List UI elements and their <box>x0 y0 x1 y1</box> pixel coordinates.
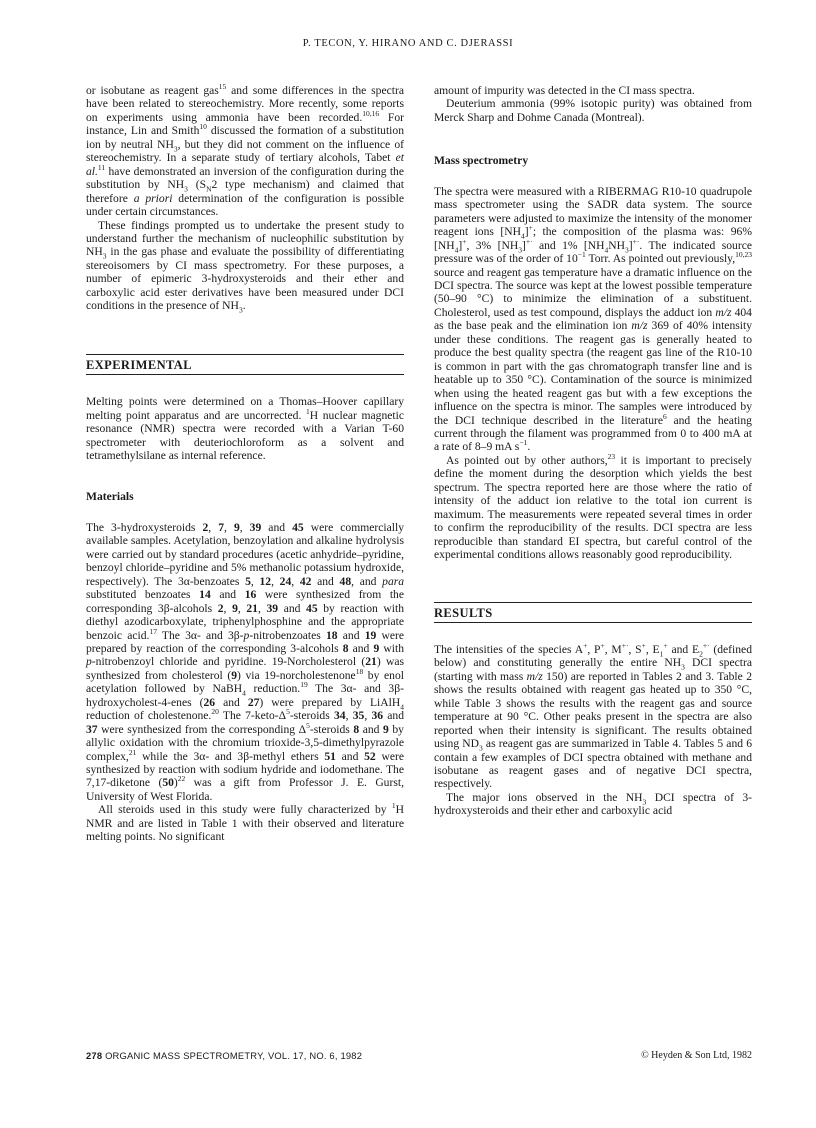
body-paragraph: The major ions observed in the $NH_3$ DCI spectra of 3-hydroxysteroids and their ether and carboxylic acid <box>434 790 752 818</box>
body-paragraph: Deuterium ammonia (99% isotopic purity) was obtained from Merck Sharp and Dohme Canada (Montreal). <box>434 97 752 124</box>
left-column <box>86 84 404 844</box>
page-footer-journal <box>86 1050 362 1061</box>
body-paragraph: amount of impurity was detected in the CI mass spectra. <box>434 84 695 97</box>
section-heading-results: RESULTS <box>434 602 752 623</box>
body-paragraph: or isobutane as reagent gas$^{15}$ and some differences in the spectra have been related to stereochemistry. More recently, some reports on experiments using ammonia have been recorded.$^{10,16}$ For instance, Lin and Smith$^{10}$ discussed the formation of a substitution ion by neutral $NH_3$, but they did not comment on the influence of stereochemistry. In a separate study of tertiary alcohols, Tabet et al.$^{11}$ have demonstrated an inversion of the configuration during the substitution by $NH_3$ ($S_N2$ type mechanism) and claimed that therefore a priori determination of the configuration is possible under certain circumstances. <box>86 82 404 219</box>
subsection-heading-materials: Materials <box>86 490 134 504</box>
right-column <box>434 84 752 818</box>
section-heading-experimental: EXPERIMENTAL <box>86 354 404 375</box>
body-paragraph: As pointed out by other authors,$^{23}$ it is important to precisely define the moment during the desorption which yields the best spectrum. The spectra reported here are those where the ratio of intensity of the adduct ion relative to the total ion current is maximum. The measurements were repeated several times in order to confirm the reproducibility of the results. DCI spectra are less reproducible than standard EI spectra, but careful control of the experimental conditions allows reasonably good reproducibility. <box>434 452 752 562</box>
body-paragraph: The intensities of the species A+, P+, M+·, S+, $E_1^+$ and $E_2^{+\cdot}$ (defined below) and constituting generally the entire $NH_3$ DCI spectra (starting with mass m/z 150) are reported in Tables 2 and 3. Table 2 shows the results obtained with reagent gas heated up to 350 °C, while Table 3 shows the results with the reagent gas and source temperature at 90 °C. Other peaks present in the spectra are also reported when their intensity is significant. The results obtained using $ND_3$ as reagent gas are summarized in Table 4. Tables 5 and 6 contain a few examples of DCI spectra obtained with methane and isobutane as reagent gases and of negative DCI spectra, respectively. <box>434 641 753 791</box>
running-head: P. TECON, Y. HIRANO AND C. DJERASSI <box>302 38 514 49</box>
body-paragraph: The spectra were measured with a RIBERMAG R10-10 quadrupole mass spectrometer using the SADR data system. The source parameters were adjusted to maximize the intensity of the monomer reagent ions $[NH_4]^+$; the composition of the plasma was: 96% $[NH_4]^+$, 3% $[NH_3]^{+\cdot}$ and 1% $[NH_4NH_3]^{+\cdot}$. The indicated source pressure was of the order of $10^{-1}$ Torr. As pointed out previously,$^{10,23}$ source and reagent gas temperature have a dramatic influence on the DCI spectra. The source was kept at the lowest possible temperature (50–90 °C) to minimize the elimination of a substituent. Cholesterol, used as test compound, displays the adduct ion m/z 404 as the base peak and the elimination ion m/z 369 of 40% intensity under these conditions. The reagent gas is generally heated to produce the best quality spectra (the reagent gas line of the R10-10 is common in part with the gas chromatograph transfer line and is heatable up to 350 °C). Contamination of the source is minimized when using the heated reagent gas but with a few exceptions the influence on the spectra is minor. The samples were introduced by the DCI technique described in the literature$^6$ and the heating current through the filament was programmed from 0 to 400 mA at a rate of 8–9 mA $s^{-1}$. <box>434 184 752 454</box>
journal-citation: ORGANIC MASS SPECTROMETRY, VOL. 17, NO. 6, 1982 <box>105 1050 363 1061</box>
body-paragraph: Melting points were determined on a Thomas–Hoover capillary melting point apparatus and are uncorrected. $^1$H nuclear magnetic resonance (NMR) spectra were recorded with a Varian T-60 spectrometer with deuteriochloroform as a solvent and tetramethylsilane as internal reference. <box>86 395 404 462</box>
page-number: 278 <box>86 1050 103 1061</box>
body-paragraph: The 3-hydroxysteroids 2, 7, 9, 39 and 45 were commercially available samples. Acetylation, benzoylation and alkaline hydrolysis were carried out by standard procedures (acetic anhydride–pyridine, benzoyl chloride–pyridine and 5% methanolic potassium hydroxide, respectively). The 3α-benzoates 5, 12, 24, 42 and 48, and para substituted benzoates 14 and 16 were synthesized from the corresponding 3β-alcohols 2, 9, 21, 39 and 45 by reaction with diethyl azodicarboxylate, triphenylphosphine and the appropriate benzoic acid.$^{17}$ The 3α- and 3β-p-nitrobenzoates 18 and 19 were prepared by reaction of the corresponding 3-alcohols 8 and 9 with p-nitrobenzoyl chloride and pyridine. 19-Norcholesterol (21) was synthesized from cholesterol (9) via 19-norcholestenone$^{18}$ by enol acetylation followed by NaBH$_4$ reduction.$^{19}$ The 3α- and 3β-hydroxycholest-4-enes (26 and 27) were prepared by LiAlH$_4$ reduction of cholestenone.$^{20}$ The $7-keto-\Delta^5$-steroids 34, 35, 36 and 37 were synthesized from the corresponding $\Delta^5$-steroids 8 and 9 by allylic oxidation with the chromium trioxide-3,5-dimethylpyrazole complex,$^{21}$ while the 3α- and 3β-methyl ethers 51 and 52 were synthesized by reaction with sodium hydride and iodomethane. The 7,17-diketone $(50)^{22}$ was a gift from Professor J. E. Gurst, University of West Florida. <box>86 520 405 803</box>
copyright-notice: © Heyden & Son Ltd, 1982 <box>641 1050 752 1061</box>
body-paragraph: All steroids used in this study were fully characterized by $^1$H NMR and are listed in Table 1 with their observed and literature melting points. No significant <box>86 801 404 844</box>
subsection-heading-mass-spectrometry: Mass spectrometry <box>434 154 529 168</box>
body-paragraph: These findings prompted us to undertake the present study to understand further the mechanism of nucleophilic substitution by $NH_3$ in the gas phase and evaluate the possibility of differentiating stereoisomers by CI mass spectrometry. For these purposes, a number of epimeric 3-hydroxysteroids and their ether and carboxylic acid ester derivatives have been measured under DCI conditions in the presence of $NH_3$. <box>86 218 404 315</box>
